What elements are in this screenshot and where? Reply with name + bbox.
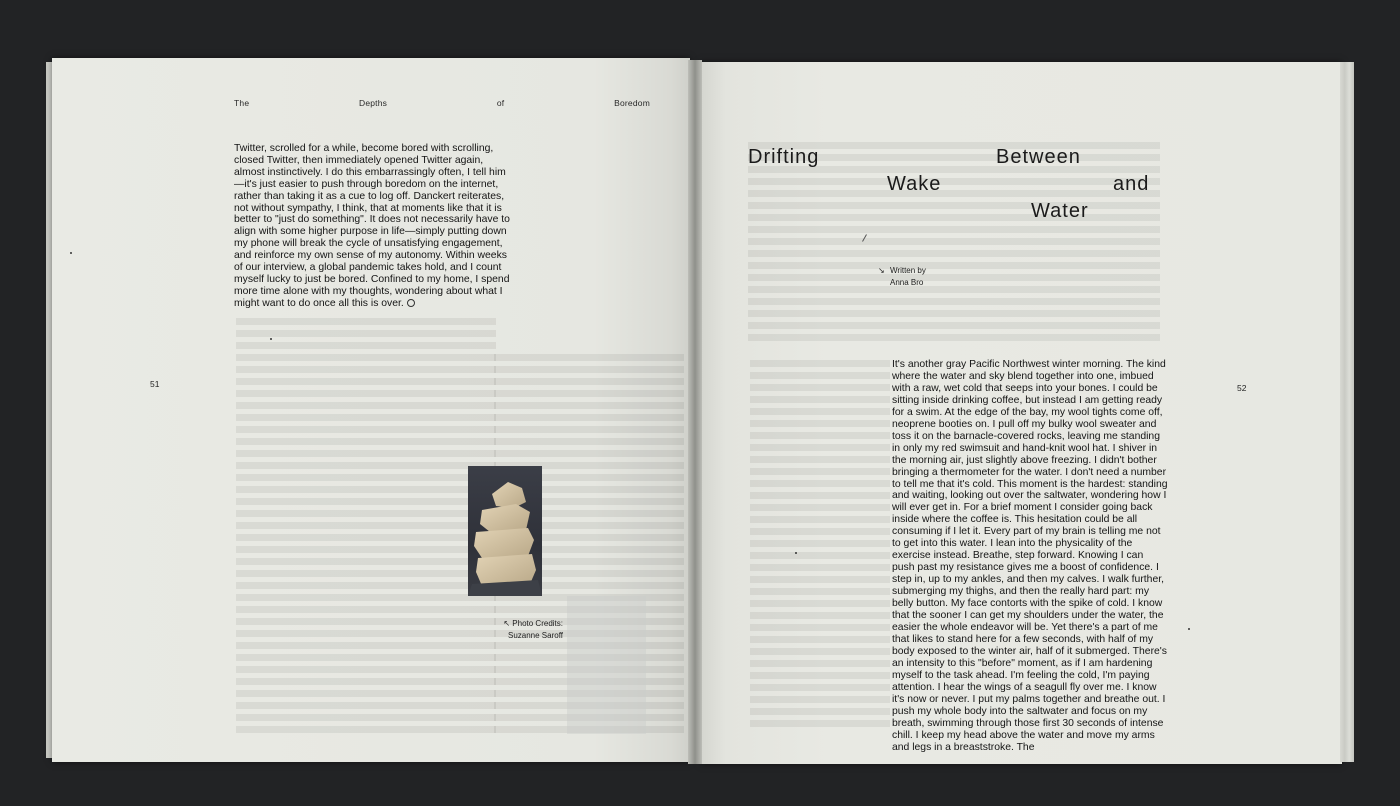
running-header [234, 98, 650, 108]
title-word: Wake [887, 173, 942, 195]
byline-label: Written by [890, 266, 926, 275]
title-word: and [1113, 173, 1150, 195]
show-through-right [750, 360, 890, 732]
photo-credit [503, 618, 563, 642]
byline [878, 265, 926, 289]
show-through-image-block [567, 596, 646, 734]
show-through-left [236, 318, 496, 738]
spine [688, 60, 702, 764]
title-word: Drifting [748, 146, 820, 168]
running-header-word: The [234, 98, 250, 108]
running-header-word: of [496, 98, 505, 108]
byline-author: Anna Bro [890, 278, 924, 287]
title-word: Water [1031, 200, 1089, 222]
sculpture-image-icon [468, 466, 542, 596]
page-number-left: 51 [150, 379, 160, 389]
right-page-edge [1340, 62, 1354, 762]
paper-speck [795, 552, 797, 554]
photo-credit-label: Photo Credits: [512, 619, 563, 628]
left-body-paragraph [234, 143, 510, 310]
title-word: Between [996, 146, 1081, 168]
running-header-word: Boredom [614, 98, 650, 108]
photo-credit-name: Suzanne Saroff [507, 631, 563, 640]
left-body-text: Twitter, scrolled for a while, become bored with scrolling, closed Twitter, then immediately opened Twitter again, almost instinctively. I do this embarrassingly often, I tell him—it's just easier to push through boredom on the internet, rather than taking it as a cue to log off. Danckert reiterates, not without sympathy, I think, that at moments like that it is better to "just do something". It does not necessarily have to align with some higher purpose in life—simply putting down my phone will break the cycle of unsatisfying engagement, and reinforce my own sense of my autonomy. Within weeks of our interview, a global pandemic takes hold, and I count myself lucky to just be bored. Confined to my home, I spend more time alone with my thoughts, wondering about what I might want to do once all this is over. [234, 143, 510, 309]
right-body-paragraph: It's another gray Pacific Northwest winter morning. The kind where the water and sky blend together into one, imbued with a raw, wet cold that seeps into your bones. I could be sitting inside drinking coffee, but instead I am getting ready for a swim. At the edge of the bay, my wool tights come off, neoprene booties on. I pull off my bulky wool sweater and toss it on the barnacle-covered rocks, leaving me standing in only my red swimsuit and hand-knit wool hat. I shiver in the morning air, just slightly above freezing. I didn't bother bringing a thermometer for the water. I don't need a number to tell me that it's cold. This moment is the hardest: standing and waiting, looking out over the saltwater, wondering how I will ever get in. For a brief moment I consider going back inside where the coffee is. This hesitation could be all consuming if I let it. Every part of my brain is telling me not to get into this water. I lean into the physicality of the exercise instead. Breathe, step forward. Knowing I can push past my resistance gives me a boost of confidence. I step in, up to my ankles, and then my calves. I walk further, submerging my thighs, and then the really hard part: my belly button. My face contorts with the spike of cold. I know that the sooner I can get my shoulders under the water, the easier the whole endeavor will be. Yet there's a part of me that likes to stand here for a few seconds, with half of my body exposed to the winter air, half of it submerged. There's an intensity to this "before" moment, as if I am hardening myself to the task ahead. I'm feeling the cold, I'm paying attention. I hear the wings of a seagull fly over me. I know it's now or never. I put my palms together and breathe out. I push my whole body into the saltwater and focus on my breath, swimming through those first 30 seconds of intense chill. I keep my head above the water and move my arms and legs in a breaststroke. The [892, 359, 1168, 753]
stacked-sculpture-photo [468, 466, 542, 596]
arrow-icon: ↖ [503, 619, 511, 628]
end-mark-icon [407, 299, 415, 307]
arrow-icon: ↘ [878, 266, 885, 275]
paper-speck [70, 252, 72, 254]
page-number-right: 52 [1237, 383, 1247, 393]
paper-speck [1188, 628, 1190, 630]
running-header-word: Depths [358, 98, 388, 108]
article-title [748, 146, 1160, 226]
paper-speck [270, 338, 272, 340]
